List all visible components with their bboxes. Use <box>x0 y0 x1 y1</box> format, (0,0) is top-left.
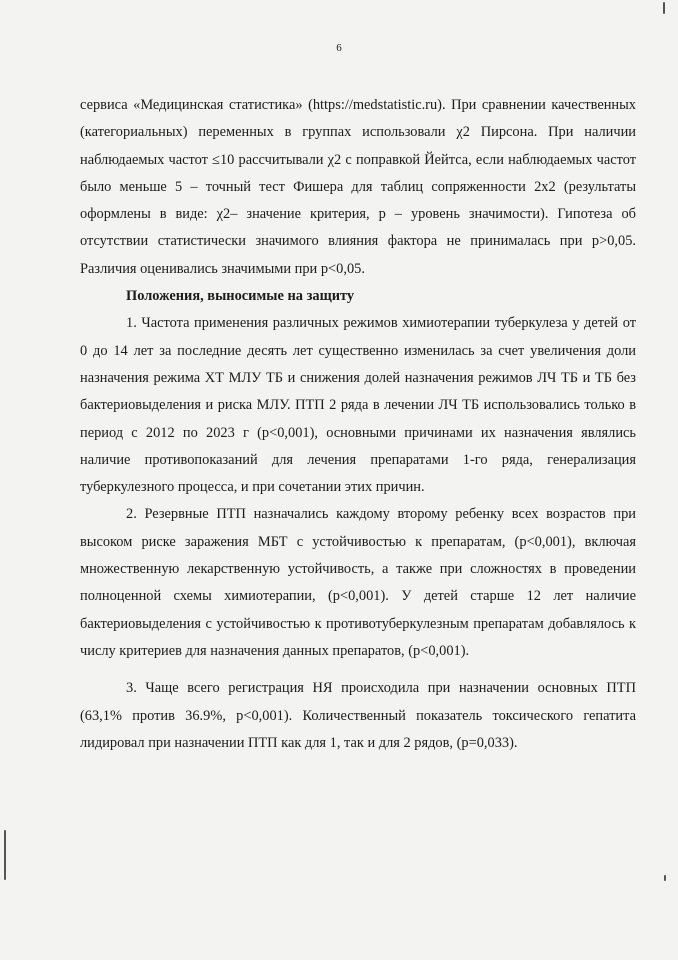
scan-mark-left <box>4 830 6 880</box>
paragraph-thesis-3: 3. Чаще всего регистрация НЯ происходила при назначении основных ПТП (63,1% против 36.9%, р<0,001). Количественный показатель токсического гепатита лидировал при назначении ПТП как для 1, так и для 2 рядов, (р=0,033). <box>80 680 636 751</box>
document-body <box>80 92 636 757</box>
scan-mark-right-bottom <box>664 875 666 881</box>
page-number: 6 <box>336 42 342 54</box>
scan-mark-right-top <box>663 2 665 14</box>
section-heading: Положения, выносимые на защиту <box>126 288 355 305</box>
paragraph-thesis-1: 1. Частота применения различных режимов химиотерапии туберкулеза у детей от 0 до 14 лет за последние десять лет существенно изменилась за счет увеличения доли назначения режима ХТ МЛУ ТБ и снижения долей назначения режимов ЛЧ ТБ и ТБ без бактериовыделения и риска МЛУ. ПТП 2 ряда в лечении ЛЧ ТБ использовались только в период с 2012 по 2023 г (р<0,001), основными причинами их назначения являлись наличие противопоказаний для лечения препаратами 1-го ряда, генерализация туберкулезного процесса, и при сочетании этих причин. <box>80 315 636 496</box>
paragraph-methods-continued: сервиса «Медицинская статистика» (https://medstatistic.ru). При сравнении качественных (категориальных) переменных в группах использовали χ2 Пирсона. При наличии наблюдаемых частот ≤10 рассчитывали χ2 с поправкой Йейтса, если наблюдаемых частот было меньше 5 – точный тест Фишера для таблиц сопряженности 2х2 (результаты оформлены в виде: χ2– значение критерия, р – уровень значимости). Гипотеза об отсутствии статистически значимого влияния фактора не принималась при р>0,05. Различия оценивались значимыми при р<0,05. <box>80 97 636 277</box>
paragraph-thesis-2: 2. Резервные ПТП назначались каждому второму ребенку всех возрастов при высоком риске заражения МБТ с устойчивостью к препаратам, (р<0,001), включая множественную лекарственную устойчивость, а также при сложностях в проведении полноценной схемы химиотерапии, (р<0,001). У детей старше 12 лет наличие бактериовыделения с устойчивостью к противотуберкулезным препаратам добавлялось к числу критериев для назначения данных препаратов, (р<0,001). <box>80 506 636 659</box>
